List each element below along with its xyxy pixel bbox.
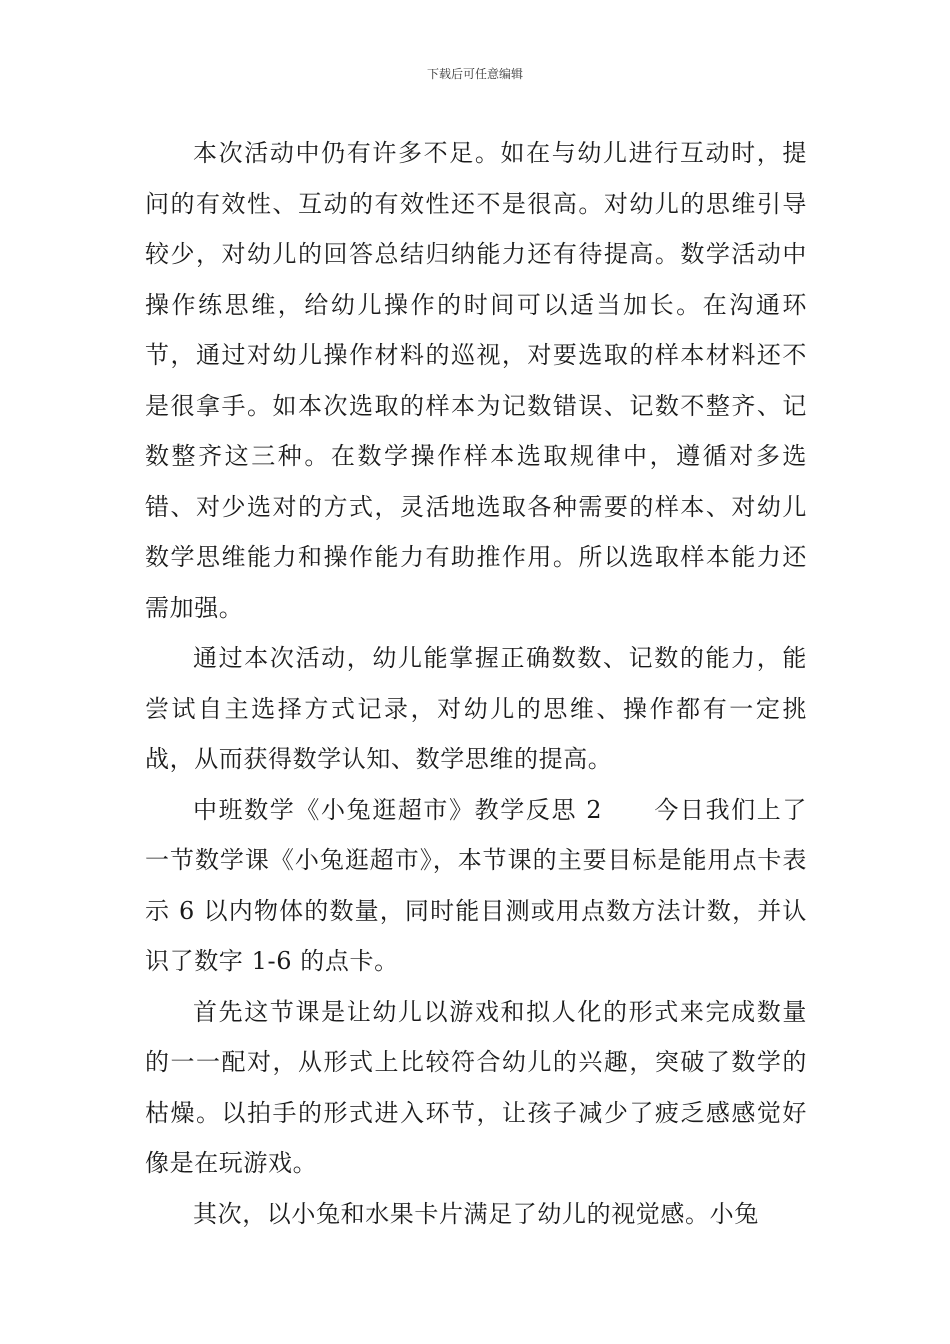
paragraph-activity-shortcomings: 本次活动中仍有许多不足。如在与幼儿进行互动时，提问的有效性、互动的有效性还不是很高。对幼儿的思维引导较少，对幼儿的回答总结归纳能力还有待提高。数学活动中操作练思维，给幼儿操作的时间可以适当加长。在沟通环节，通过对幼儿操作材料的巡视，对要选取的样本材料还不是很拿手。如本次选取的样本为记数错误、记数不整齐、记数整齐这三种。在数学操作样本选取规律中，遵循对多选错、对少选对的方式，灵活地选取各种需要的样本、对幼儿数学思维能力和操作能力有助推作用。所以选取样本能力还需加强。	[145, 139, 807, 622]
paragraph-second-point: 其次，以小兔和水果卡片满足了幼儿的视觉感。小兔	[193, 1199, 759, 1228]
page-header: 下载后可任意编辑	[426, 67, 523, 81]
paragraph-reflection-2-intro: 中班数学《小兔逛超市》教学反思 2 今日我们上了一节数学课《小兔逛超市》，本节课的主要目标是能用点卡表示 6 以内物体的数量，同时能目测或用点数方法计数，并认识了数字 1-6 的点卡。	[145, 795, 807, 975]
document-body	[145, 128, 807, 1239]
paragraph-first-point: 首先这节课是让幼儿以游戏和拟人化的形式来完成数量的一一配对，从形式上比较符合幼儿的兴趣，突破了数学的枯燥。以拍手的形式进入环节，让孩子减少了疲乏感感觉好像是在玩游戏。	[145, 997, 807, 1177]
paragraph-activity-outcome: 通过本次活动，幼儿能掌握正确数数、记数的能力，能尝试自主选择方式记录，对幼儿的思维、操作都有一定挑战，从而获得数学认知、数学思维的提高。	[145, 644, 807, 773]
